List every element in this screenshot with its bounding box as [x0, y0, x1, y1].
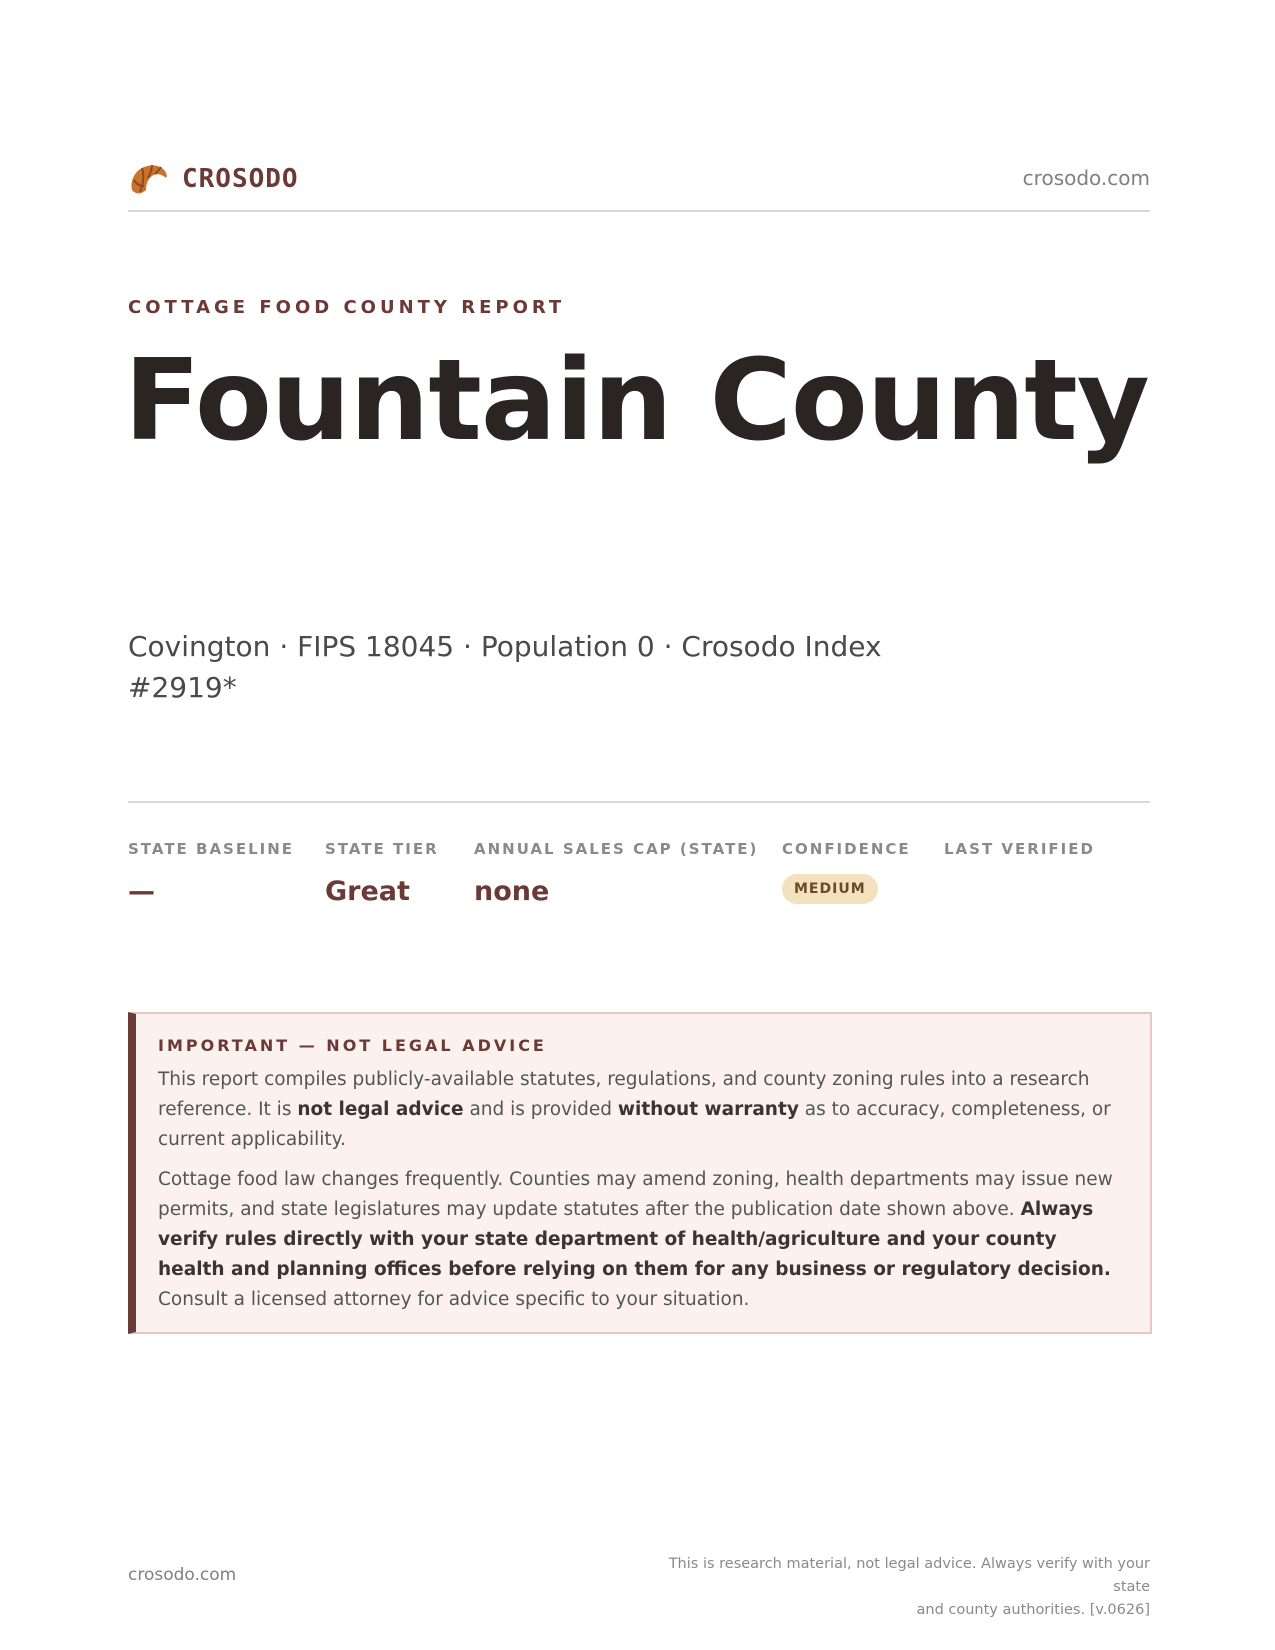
text: Cottage food law changes frequently. Counties may amend zoning, health departments may issue new permits, and state legislatures may update statutes after the publication date shown above.	[158, 1169, 1113, 1220]
stat-label: ANNUAL SALES CAP (STATE)	[474, 840, 759, 858]
legal-notice	[128, 1012, 1152, 1334]
croissant-icon	[128, 160, 170, 198]
stat-value: none	[474, 876, 550, 907]
stat-annual-sales-cap	[474, 840, 758, 907]
report-page	[124, 0, 1150, 1650]
stat-label: CONFIDENCE	[782, 840, 911, 858]
emphasis: without warranty	[617, 1099, 799, 1120]
footer-disclaimer-line: This is research material, not legal advice. Always verify with your state	[668, 1556, 1150, 1595]
separator: ·	[663, 630, 673, 663]
emphasis: not legal advice	[297, 1099, 464, 1120]
stat-confidence	[782, 840, 911, 904]
text: This report compiles publicly-available statutes, regulations, and county zoning rules into a research reference. It is	[158, 1069, 1090, 1120]
stat-value: —	[128, 876, 155, 907]
crosodo-index: Crosodo Index #2919*	[128, 630, 882, 704]
text: as to accuracy, completeness, or current applicability.	[158, 1099, 1111, 1150]
stat-label: STATE TIER	[325, 840, 439, 858]
notice-paragraph	[158, 1065, 1126, 1155]
page-title: Fountain County	[124, 336, 1149, 466]
page-header	[128, 158, 1150, 212]
stat-label: LAST VERIFIED	[944, 840, 1095, 858]
stat-label: STATE BASELINE	[128, 840, 295, 858]
footer-disclaimer	[630, 1553, 1150, 1622]
population: Population 0	[480, 630, 655, 663]
separator: ·	[279, 630, 289, 663]
brand-name: CROSODO	[182, 164, 299, 194]
separator: ·	[463, 630, 472, 663]
notice-paragraph	[158, 1165, 1126, 1315]
emphasis: Always verify rules directly with your state department of health/agriculture and your county health and planning offices before relying on them for any business or regulatory decision.	[158, 1199, 1111, 1280]
report-eyebrow: COTTAGE FOOD COUNTY REPORT	[128, 297, 566, 318]
stat-value: Great	[325, 876, 410, 907]
stats-row	[128, 801, 1150, 907]
stat-state-baseline	[128, 840, 294, 907]
text: Consult a licensed attorney for advice specific to your situation.	[158, 1289, 750, 1310]
confidence-badge: MEDIUM	[782, 874, 878, 904]
county-subtitle	[128, 626, 888, 708]
header-domain-link[interactable]: crosodo.com	[1022, 166, 1150, 190]
brand[interactable]	[128, 160, 299, 198]
fips-code: FIPS 18045	[297, 630, 455, 663]
text: and is provided	[463, 1099, 618, 1120]
notice-title: IMPORTANT — NOT LEGAL ADVICE	[158, 1036, 547, 1055]
stat-last-verified	[944, 840, 1095, 876]
footer-disclaimer-line: and county authorities. [v.0626]	[916, 1602, 1150, 1618]
footer-domain-link[interactable]: crosodo.com	[128, 1565, 237, 1585]
county-seat: Covington	[128, 630, 271, 663]
stat-state-tier	[325, 840, 439, 907]
